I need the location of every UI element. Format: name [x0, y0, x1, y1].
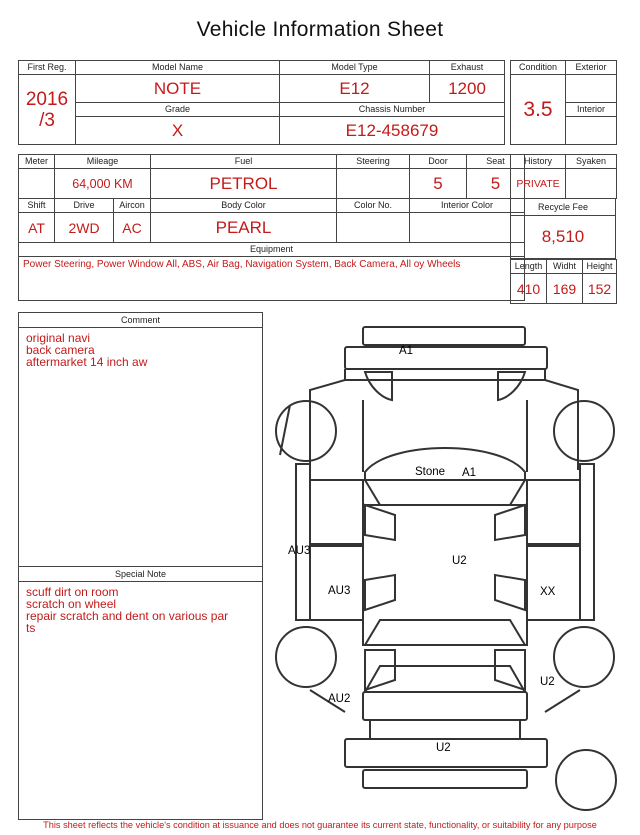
history-label: History: [511, 155, 566, 169]
length-value: 410: [511, 274, 547, 304]
mark-left-front-door: AU3: [328, 585, 351, 597]
model-type-label: Model Type: [280, 61, 430, 75]
equipment-label: Equipment: [19, 243, 525, 257]
model-name-label: Model Name: [76, 61, 280, 75]
chassis-label: Chassis Number: [280, 103, 505, 117]
mark-right-door: XX: [540, 586, 556, 598]
fuel-label: Fuel: [151, 155, 337, 169]
comment-label: Comment: [19, 313, 262, 328]
mark-roof: U2: [452, 555, 467, 567]
special-note-label: Special Note: [19, 567, 262, 582]
mark-windshield: A1: [462, 467, 477, 479]
mark-right-rear: U2: [540, 676, 555, 688]
equipment-value: Power Steering, Power Window All, ABS, Air Bag, Navigation System, Back Camera, All oy Wheels: [19, 257, 525, 301]
exhaust-value: 1200: [430, 75, 505, 103]
interior-color-label: Interior Color: [410, 199, 525, 213]
mileage-label: Mileage: [55, 155, 151, 169]
steering-label: Steering: [337, 155, 410, 169]
mark-left-panel: AU3: [288, 545, 311, 557]
chassis-value: E12-458679: [280, 117, 505, 145]
condition-label: Condition: [511, 61, 566, 75]
first-reg-year: 2016: [25, 88, 69, 110]
height-label: Height: [583, 260, 617, 274]
mark-windshield-note: Stone: [415, 466, 446, 478]
drive-value: 2WD: [55, 213, 114, 243]
condition-score: 3.5: [511, 75, 566, 145]
recycle-fee-value: 8,510: [511, 216, 616, 259]
seat-label: Seat: [467, 155, 525, 169]
comment-text: original navi back camera aftermarket 14 inch aw: [26, 331, 148, 369]
syaken-label: Syaken: [566, 155, 617, 169]
history-value: PRIVATE: [511, 169, 566, 199]
mark-front-bumper: A1: [399, 345, 414, 357]
mark-rear-bumper: U2: [436, 742, 451, 754]
fuel-value: PETROL: [151, 169, 337, 199]
model-name-value: NOTE: [76, 75, 280, 103]
exhaust-label: Exhaust: [430, 61, 505, 75]
page-title: Vehicle Information Sheet: [196, 18, 444, 41]
exterior-label: Exterior: [566, 61, 617, 75]
recycle-fee-label: Recycle Fee: [511, 199, 616, 216]
length-label: Length: [511, 260, 547, 274]
first-reg-month: /3: [39, 109, 55, 131]
door-label: Door: [410, 155, 467, 169]
meter-label: Meter: [19, 155, 55, 169]
special-note-text: scuff dirt on room scratch on wheel repair scratch and dent on various par ts: [26, 585, 229, 635]
mileage-value: 64,000 KM: [55, 169, 151, 199]
door-value: 5: [410, 169, 467, 199]
disclaimer-footer: This sheet reflects the vehicle's condition at issuance and does not guarantee its current state, functionality, or suitability for any purpose: [43, 820, 597, 830]
interior-label: Interior: [566, 103, 617, 117]
body-color-value: PEARL: [151, 213, 337, 243]
grade-label: Grade: [76, 103, 280, 117]
seat-value: 5: [467, 169, 525, 199]
drive-label: Drive: [55, 199, 114, 213]
mark-left-rear-door: AU2: [328, 693, 351, 705]
car-outline: [276, 327, 616, 810]
height-value: 152: [583, 274, 617, 304]
color-no-label: Color No.: [337, 199, 410, 213]
body-color-label: Body Color: [151, 199, 337, 213]
aircon-label: Aircon: [114, 199, 151, 213]
model-type-value: E12: [280, 75, 430, 103]
shift-label: Shift: [19, 199, 55, 213]
first-reg-label: First Reg.: [19, 61, 76, 75]
grade-value: X: [76, 117, 280, 145]
width-label: Widht: [547, 260, 583, 274]
aircon-value: AC: [114, 213, 151, 243]
shift-value: AT: [19, 213, 55, 243]
width-value: 169: [547, 274, 583, 304]
